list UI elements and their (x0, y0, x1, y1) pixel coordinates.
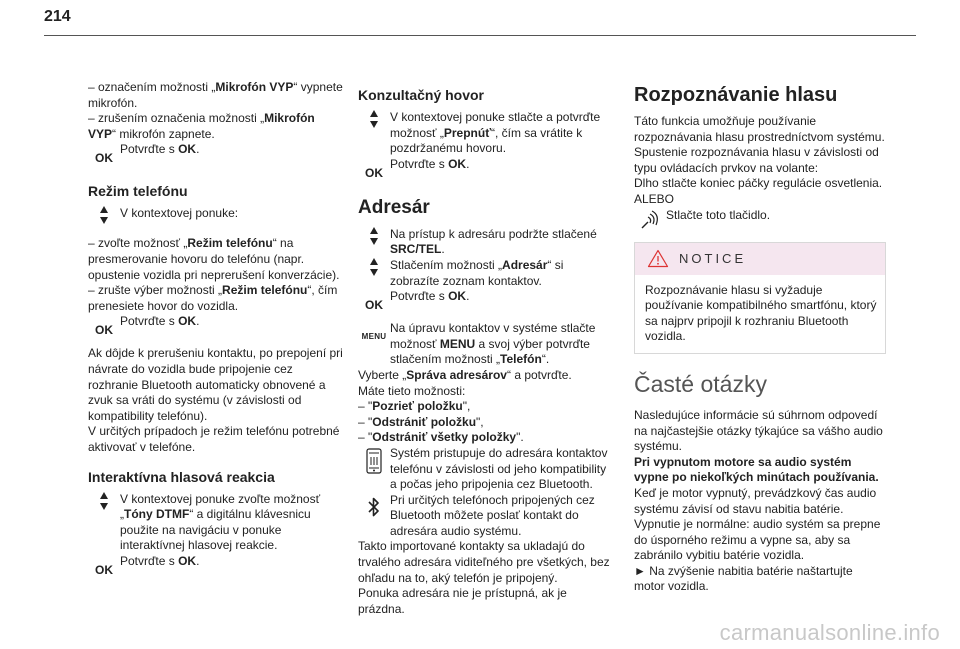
confirm-ok-row: OK Potvrďte s OK. (95, 142, 200, 166)
bluetooth-note-row: Pri určitých telefónoch pripojených cez Bluetooth môžete poslať kontakt do adresára audio systému. (358, 493, 614, 540)
confirm-ok-row: OK Potvrďte s OK. (365, 156, 470, 180)
warning-icon (647, 249, 669, 268)
ok-icon: OK (365, 298, 383, 313)
section-title-faq: Časté otázky (634, 370, 767, 397)
phone-mode-option-1: – zvoľte možnosť „Režim telefónu“ na presmerovanie hovoru do telefónu (napr. opustenie vozidla pri neprerušení konverzácie). (88, 236, 340, 282)
ok-icon: OK (95, 562, 113, 577)
notice-box (634, 242, 886, 354)
section-title-consult-call: Konzultačný hovor (358, 87, 485, 103)
section-title-ivr: Interaktívna hlasová reakcia (88, 468, 275, 485)
menu-step: MENU Na úpravu kontaktov v systéme stlačte možnosť MENU a svoj výber potvrďte stlačením možnosti „Telefón“. (361, 321, 596, 367)
option-view: – "Pozrieť položku", (358, 399, 471, 414)
section-title-phone-mode: Režim telefónu (88, 183, 188, 200)
confirm-ok-row: OK Potvrďte s OK. (95, 553, 200, 577)
mic-off-line: – označením možnosti „Mikrofón VYP“ vypnete mikrofón. (88, 80, 343, 110)
empty-note: Ponuka adresára nie je prístupná, ak je prázdna. (358, 586, 567, 616)
faq-answer-1: Keď je motor vypnutý, prevádzkový čas audio systému závisí od stavu nabitia batérie. (634, 485, 877, 516)
bluetooth-icon (367, 496, 381, 518)
notice-title: NOTICE (679, 250, 747, 266)
notice-text: Rozpoznávanie hlasu si vyžaduje používanie kompatibilného smartfónu, ktorý sa najprv pripojil k rozhraniu Bluetooth vozidla. (645, 282, 877, 344)
voice-button-step: Stlačte toto tlačidlo. (634, 208, 886, 230)
context-menu-step: V kontextovej ponuke: (88, 206, 343, 224)
confirm-ok-row: OK Potvrďte s OK. (95, 314, 200, 338)
faq-answer-2: Vypnutie je normálne: audio systém sa prepne do úsporného režimu a vypne sa, aby sa zabránilo vybitiu batérie vozidla. (634, 517, 881, 563)
voice-long-press: Dlho stlačte koniec páčky regulácie osvetlenia. (634, 176, 883, 191)
mic-on-line: – zrušením označenia možnosti „Mikrofón VYP“ mikrofón zapnete. (88, 111, 315, 141)
voice-intro: Táto funkcia umožňuje používanie rozpoznávania hlasu prostredníctvom systému. (634, 114, 885, 144)
option-delete: – "Odstrániť položku", (358, 414, 484, 429)
manage-directories-line: Vyberte „Správa adresárov“ a potvrďte. (358, 367, 572, 382)
up-down-arrows-icon (370, 258, 378, 276)
switch-step: V kontextovej ponuke stlačte a potvrďte možnosť „Prepnúť“, čím sa vrátite k pozdržanému hovoru. (358, 110, 614, 157)
faq-intro: Nasledujúce informácie sú súhrnom odpovedí na najčastejšie otázky týkajúce sa vášho audio systému. (634, 407, 883, 454)
section-title-directory: Adresár (358, 196, 430, 218)
column-right (634, 84, 886, 595)
up-down-arrows-icon (370, 110, 378, 128)
faq-answer-3: ► Na zvýšenie nabitia batérie naštartujte motor vozidla. (634, 563, 853, 594)
up-down-arrows-icon (100, 492, 108, 510)
up-down-arrows-icon (370, 227, 378, 245)
faq-question: Pri vypnutom motore sa audio systém vypne po niekoľkých minútach používania. (634, 454, 879, 485)
notice-header (635, 243, 885, 275)
ok-icon: OK (365, 165, 383, 180)
phone-mode-paragraph-2: V určitých prípadoch je režim telefónu potrebné aktivovať v telefóne. (88, 424, 340, 454)
ok-icon: OK (95, 151, 113, 166)
phone-mode-paragraph: Ak dôjde k prerušeniu kontaktu, po prepojení pri návrate do vozidla bude pripojenie cez rozhranie Bluetooth automaticky obnovené a zvuk sa vráti do systému (v závislosti od kompatibility telefónu). (88, 346, 343, 423)
phone-icon (366, 448, 382, 474)
options-intro: Máte tieto možnosti: (358, 383, 466, 398)
phone-mode-option-2: – zrušte výber možnosti „Režim telefónu“, čím prenesiete hovor do vozidla. (88, 283, 338, 313)
directory-step-1: Na prístup k adresáru podržte stlačené SRC/TEL. (358, 227, 614, 258)
column-left (88, 80, 343, 578)
phone-note-row: Systém pristupuje do adresára kontaktov telefónu v závislosti od jeho kompatibility a počas jeho pripojenia cez Bluetooth. (358, 446, 614, 493)
top-rule (44, 35, 916, 36)
voice-command-icon (639, 210, 661, 230)
page-number: 214 (44, 8, 71, 25)
voice-or: ALEBO (634, 191, 675, 206)
watermark: carmanualsonline.info (719, 620, 940, 646)
up-down-arrows-icon (100, 206, 108, 224)
import-note: Takto importované kontakty sa ukladajú do trvalého adresára viditeľného pre všetkých, bez ohľadu na to, aký telefón je pripojený. (358, 539, 610, 585)
ok-icon: OK (95, 323, 113, 338)
directory-step-2: Stlačením možnosti „Adresár“ si zobrazíte zoznam kontaktov. (358, 258, 614, 289)
confirm-ok-row: OK Potvrďte s OK. (365, 289, 470, 313)
menu-icon: MENU (361, 332, 387, 342)
dtmf-step: V kontextovej ponuke zvoľte možnosť „Tóny DTMF“ a digitálnu klávesnicu použite na navigáciu v ponuke interaktívnej hlasovej reakcie. (88, 492, 343, 554)
option-delete-all: – "Odstrániť všetky položky". (358, 430, 524, 445)
voice-start: Spustenie rozpoznávania hlasu v závislosti od typu ovládacích prvkov na volante: (634, 145, 879, 175)
column-middle (358, 86, 614, 617)
section-title-voice-recognition: Rozpoznávanie hlasu (634, 84, 838, 106)
